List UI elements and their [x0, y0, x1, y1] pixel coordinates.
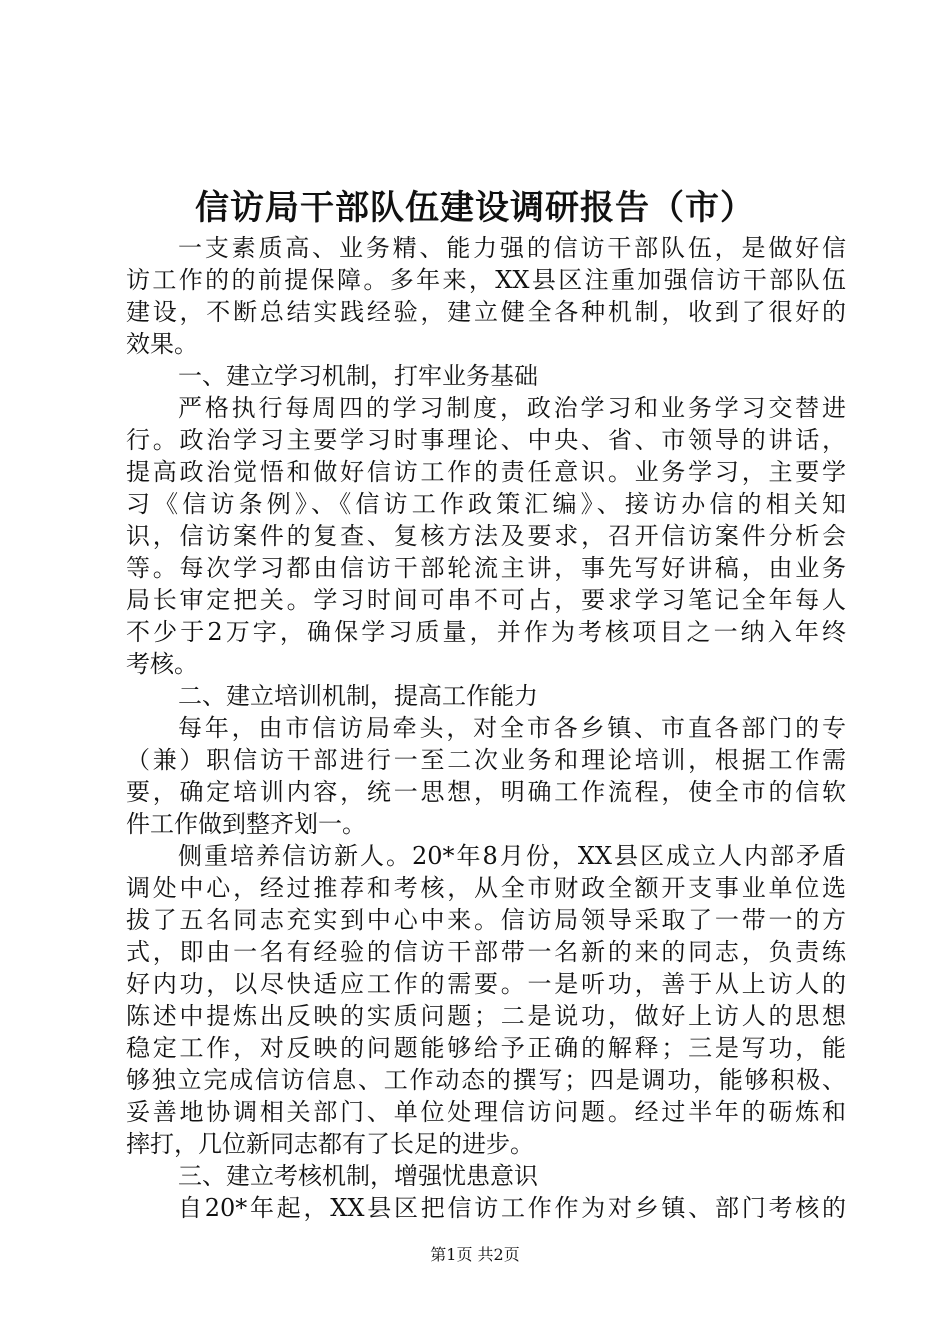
text-line: 摔打，几位新同志都有了长足的进步。 [126, 1130, 534, 1158]
document-title: 信访局干部队伍建设调研报告（市） [195, 188, 755, 228]
text-line: 不少于2万字，确保学习质量，并作为考核项目之一纳入年终 [126, 618, 846, 646]
section-heading: 二、建立培训机制，提高工作能力 [178, 682, 538, 710]
text-line: 建设，不断总结实践经验，建立健全各种机制，收到了很好的 [126, 298, 846, 326]
document-body [126, 232, 846, 1224]
text-line: 陈述中提炼出反映的实质问题；二是说功，做好上访人的思想 [126, 1002, 846, 1030]
text-line: 式，即由一名有经验的信访干部带一名新的来的同志，负责练 [126, 938, 846, 966]
text-line: 拔了五名同志充实到中心中来。信访局领导采取了一带一的方 [126, 906, 846, 934]
text-line: 件工作做到整齐划一。 [126, 810, 366, 838]
text-line: 自20*年起，XX县区把信访工作作为对乡镇、部门考核的 [178, 1194, 846, 1222]
text-line: 调处中心，经过推荐和考核，从全市财政全额开支事业单位选 [126, 874, 846, 902]
section-heading: 三、建立考核机制，增强忧患意识 [178, 1162, 538, 1190]
text-line: 局长审定把关。学习时间可串不可占，要求学习笔记全年每人 [126, 586, 846, 614]
text-line: 稳定工作，对反映的问题能够给予正确的解释；三是写功，能 [126, 1034, 846, 1062]
text-line: 侧重培养信访新人。20*年8月份，XX县区成立人内部矛盾 [178, 842, 846, 870]
text-line: 好内功，以尽快适应工作的需要。一是听功，善于从上访人的 [126, 970, 846, 998]
section-heading: 一、建立学习机制，打牢业务基础 [178, 362, 538, 390]
text-line: 要，确定培训内容，统一思想，明确工作流程，使全市的信软 [126, 778, 846, 806]
page-footer: 第1页 共2页 [430, 1245, 520, 1264]
text-line: 访工作的的前提保障。多年来，XX县区注重加强信访干部队伍 [126, 266, 846, 294]
text-line: 严格执行每周四的学习制度，政治学习和业务学习交替进 [178, 394, 846, 422]
text-line: 等。每次学习都由信访干部轮流主讲，事先写好讲稿，由业务 [126, 554, 846, 582]
text-line: 行。政治学习主要学习时事理论、中央、省、市领导的讲话， [126, 426, 846, 454]
text-line: 提高政治觉悟和做好信访工作的责任意识。业务学习，主要学 [126, 458, 846, 486]
text-line: 识，信访案件的复查、复核方法及要求，召开信访案件分析会 [126, 522, 846, 550]
text-line: 妥善地协调相关部门、单位处理信访问题。经过半年的砺炼和 [126, 1098, 846, 1126]
text-line: 每年，由市信访局牵头，对全市各乡镇、市直各部门的专 [178, 714, 846, 742]
text-line: 习《信访条例》、《信访工作政策汇编》、接访办信的相关知 [126, 490, 846, 518]
text-line: （兼）职信访干部进行一至二次业务和理论培训，根据工作需 [126, 746, 846, 774]
text-line: 够独立完成信访信息、工作动态的撰写；四是调功，能够积极、 [126, 1066, 846, 1094]
text-line: 一支素质高、业务精、能力强的信访干部队伍，是做好信 [178, 234, 846, 262]
text-line: 效果。 [126, 330, 198, 358]
text-line: 考核。 [126, 650, 198, 678]
